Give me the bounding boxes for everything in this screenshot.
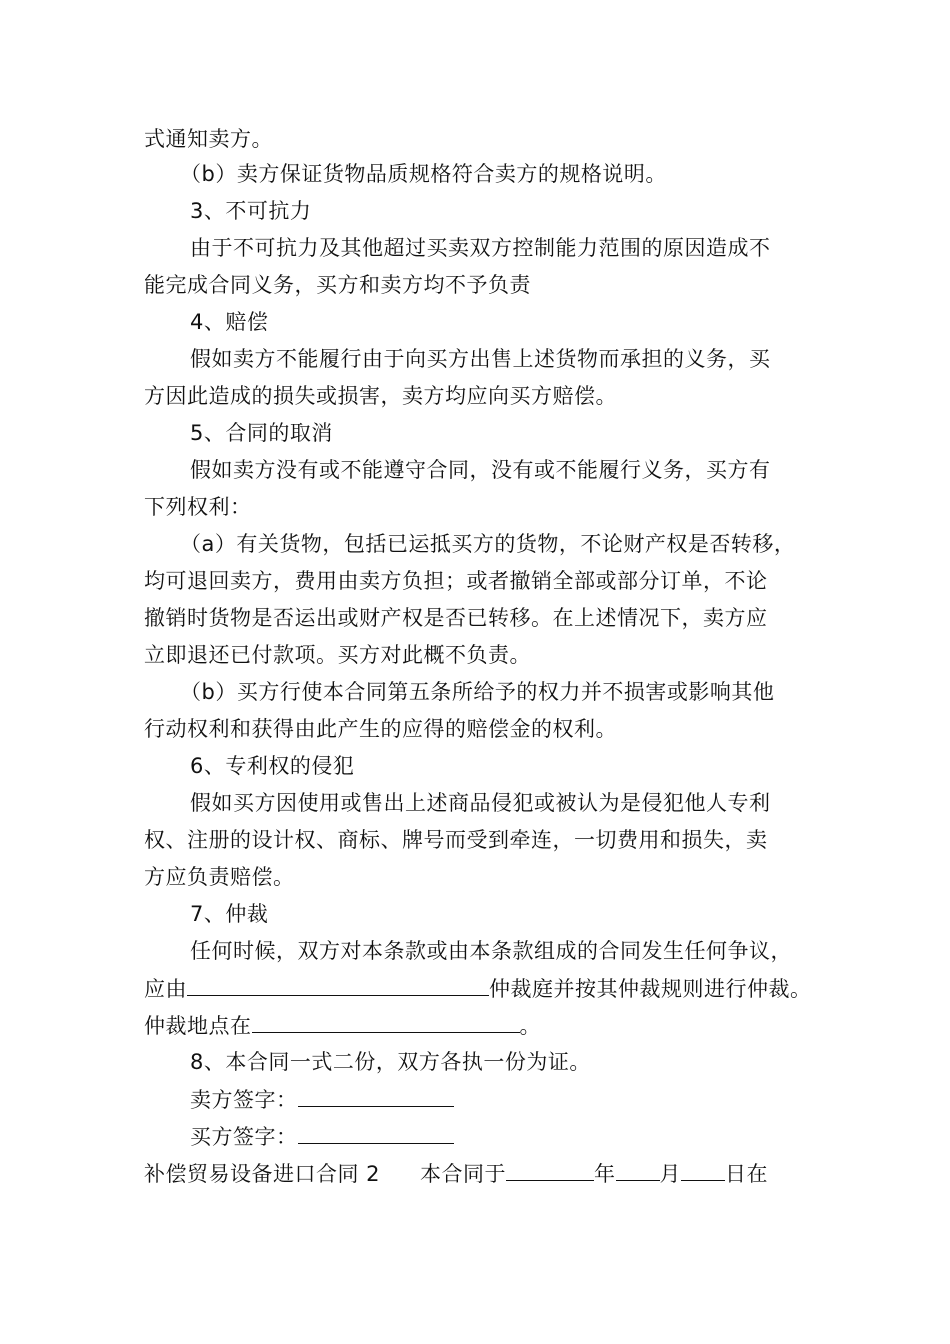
heading-compensation: 4、赔偿 [190,310,269,334]
arbitration-place-line [144,1010,541,1041]
paragraph-line: 方应负责赔偿。 [144,865,295,889]
heading-arbitration: 7、仲裁 [190,902,269,926]
arbitration-suffix: 仲裁庭并按其仲裁规则进行仲裁。 [489,977,812,1001]
contract-2-heading-line [144,1158,768,1189]
buyer-signature-line [190,1121,454,1152]
clause-5a: （a）有关货物，包括已运抵买方的货物，不论财产权是否转移， [180,532,796,556]
place-prefix: 仲裁地点在 [144,1014,252,1038]
paragraph-line: 行动权利和获得由此产生的应得的赔偿金的权利。 [144,717,617,741]
day-label: 日在 [725,1162,769,1186]
seller-signature-line [190,1084,454,1115]
seller-signature-label: 卖方签字： [190,1088,298,1112]
seller-signature-blank[interactable] [298,1084,454,1107]
heading-patent: 6、专利权的侵犯 [190,754,355,778]
year-blank[interactable] [506,1158,594,1181]
arbitration-prefix: 应由 [144,977,187,1001]
paragraph-line: 假如卖方没有或不能遵守合同，没有或不能履行义务，买方有 [190,458,771,482]
paragraph-line: 均可退回卖方，费用由卖方负担；或者撤销全部或部分订单，不论 [144,569,768,593]
year-label: 年 [594,1162,616,1186]
arbitration-place-blank[interactable] [252,1010,520,1033]
heading-cancellation: 5、合同的取消 [190,421,333,445]
clause-2b: （b）卖方保证货物品质规格符合卖方的规格说明。 [180,162,667,186]
paragraph-line: 任何时候，双方对本条款或由本条款组成的合同发生任何争议， [190,939,792,963]
paragraph-line: 下列权利： [144,495,252,519]
month-blank[interactable] [616,1158,660,1181]
paragraph-line: 权、注册的设计权、商标、牌号而受到牵连，一切费用和损失，卖 [144,828,768,852]
paragraph-line: 能完成合同义务，买方和卖方均不予负责 [144,273,531,297]
contract-2-title: 补偿贸易设备进口合同 2 [144,1162,381,1186]
arbitration-tribunal-blank[interactable] [187,973,489,996]
paragraph-line: 假如买方因使用或售出上述商品侵犯或被认为是侵犯他人专利 [190,791,771,815]
paragraph-line: 立即退还已付款项。买方对此概不负责。 [144,643,531,667]
buyer-signature-blank[interactable] [298,1121,454,1144]
place-suffix: 。 [519,1014,541,1038]
buyer-signature-label: 买方签字： [190,1125,298,1149]
paragraph-line: 式通知卖方。 [144,127,273,151]
arbitration-tribunal-line [144,973,812,1004]
paragraph-line: 假如卖方不能履行由于向买方出售上述货物而承担的义务，买 [190,347,771,371]
paragraph-line: 方因此造成的损失或损害，卖方均应向买方赔偿。 [144,384,617,408]
heading-force-majeure: 3、不可抗力 [190,199,312,223]
paragraph-line: 由于不可抗力及其他超过买卖双方控制能力范围的原因造成不 [190,236,771,260]
day-blank[interactable] [681,1158,725,1181]
clause-8: 8、本合同一式二份，双方各执一份为证。 [190,1050,591,1074]
paragraph-line: 撤销时货物是否运出或财产权是否已转移。在上述情况下，卖方应 [144,606,768,630]
clause-5b: （b）买方行使本合同第五条所给予的权力并不损害或影响其他 [180,680,775,704]
month-label: 月 [659,1162,682,1186]
date-prefix: 本合同于 [420,1162,507,1186]
